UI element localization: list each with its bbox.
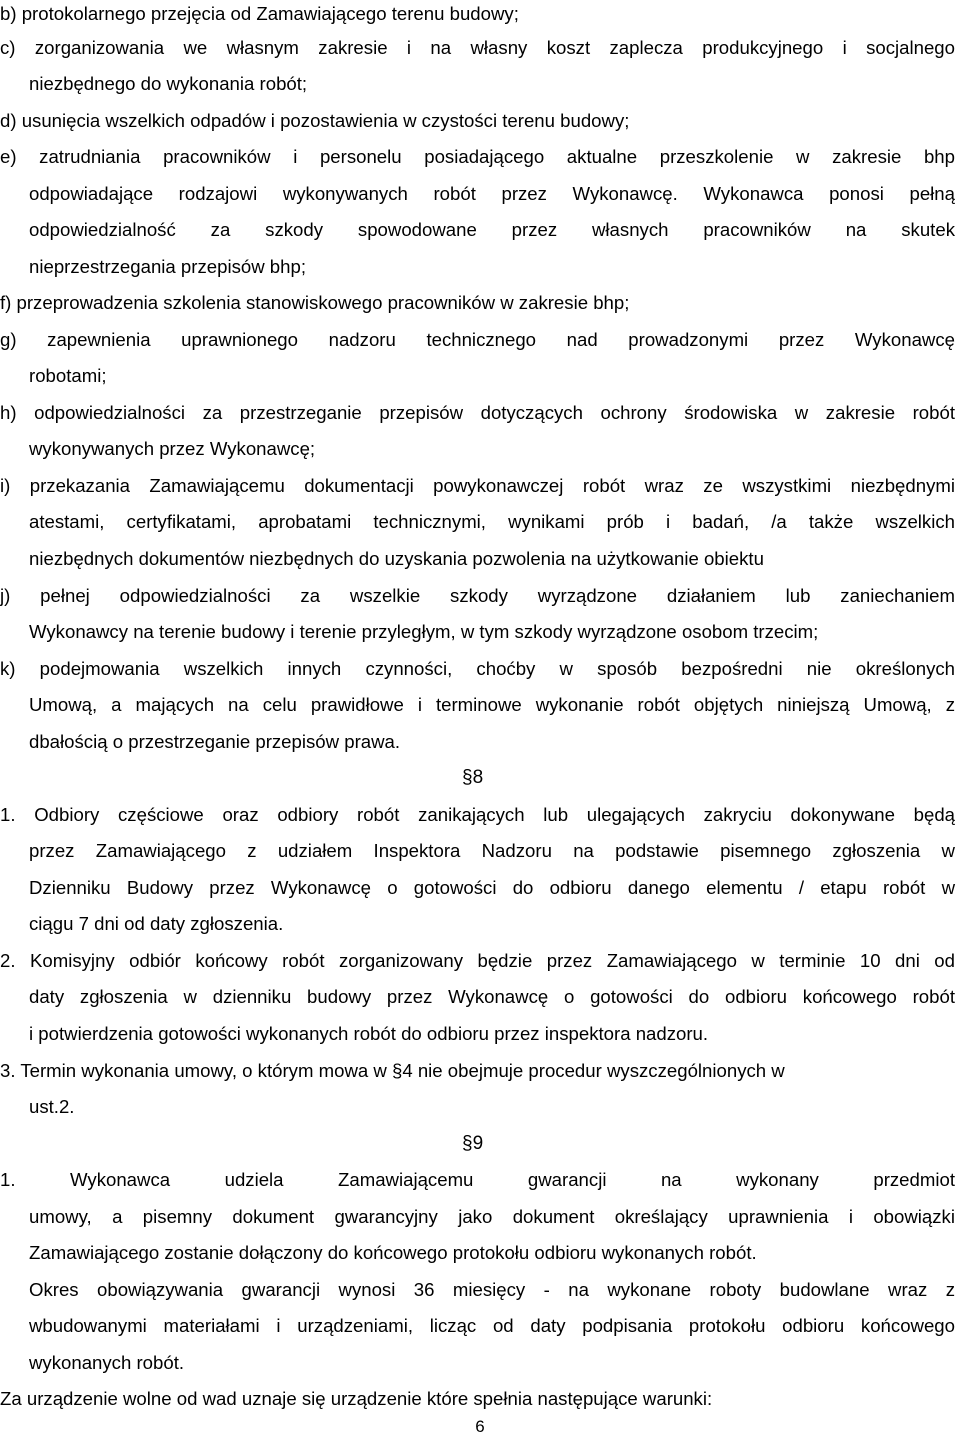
text-line: ciągu 7 dni od daty zgłoszenia.: [29, 913, 284, 934]
text-line: k) podejmowania wszelkich innych czynności, choćby w sposób bezpośredni nie określonych: [0, 658, 955, 679]
text-line: d) usunięcia wszelkich odpadów i pozostawienia w czystości terenu budowy;: [0, 110, 630, 131]
text-line: odpowiedzialność za szkody spowodowane przez własnych pracowników na skutek: [29, 219, 955, 240]
text-line: j) pełnej odpowiedzialności za wszelkie szkody wyrządzone działaniem lub zaniechaniem: [0, 585, 955, 606]
text-line: wbudowanymi materiałami i urządzeniami, licząc od daty podpisania protokołu odbioru końcowego: [29, 1315, 955, 1336]
text-line: e) zatrudniania pracowników i personelu posiadającego aktualne przeszkolenie w zakresie bhp: [0, 146, 955, 167]
page-number: 6: [475, 1417, 485, 1436]
text-line: f) przeprowadzenia szkolenia stanowiskowego pracowników w zakresie bhp;: [0, 292, 630, 313]
section-heading: §9: [462, 1133, 484, 1154]
section-heading: §8: [462, 767, 484, 788]
text-line: umowy, a pisemny dokument gwarancyjny jako dokument określający uprawnienia i obowiązki: [29, 1206, 955, 1227]
text-line: b) protokolarnego przejęcia od Zamawiającego terenu budowy;: [0, 3, 519, 24]
text-line: 1. Odbiory częściowe oraz odbiory robót zanikających lub ulegających zakryciu dokonywane będą: [0, 804, 955, 825]
text-line: c) zorganizowania we własnym zakresie i na własny koszt zaplecza produkcyjnego i socjalnego: [0, 37, 955, 58]
text-line: niezbędnych dokumentów niezbędnych do uzyskania pozwolenia na użytkowanie obiektu: [29, 548, 764, 569]
text-line: Umową, a mających na celu prawidłowe i terminowe wykonanie robót objętych niniejszą Umową, z: [29, 694, 955, 715]
text-line: wykonanych robót.: [29, 1352, 185, 1373]
text-line: i) przekazania Zamawiającemu dokumentacji powykonawczej robót wraz ze wszystkimi niezbędnymi: [0, 475, 955, 496]
text-line: g) zapewnienia uprawnionego nadzoru technicznego nad prowadzonymi przez Wykonawcę: [0, 329, 955, 350]
text-line: h) odpowiedzialności za przestrzeganie przepisów dotyczących ochrony środowiska w zakresie robót: [0, 402, 955, 423]
text-line: przez Zamawiającego z udziałem Inspektora Nadzoru na podstawie pisemnego zgłoszenia w: [29, 840, 955, 861]
text-line: niezbędnego do wykonania robót;: [29, 73, 308, 94]
text-line: wykonywanych przez Wykonawcę;: [29, 438, 316, 459]
text-line: i potwierdzenia gotowości wykonanych robót do odbioru przez inspektora nadzoru.: [29, 1023, 709, 1044]
text-line: atestami, certyfikatami, aprobatami technicznymi, wynikami prób i badań, /a także wszelkich: [29, 511, 955, 532]
text-line: 1. Wykonawca udziela Zamawiającemu gwarancji na wykonany przedmiot: [0, 1169, 955, 1190]
text-line: nieprzestrzegania przepisów bhp;: [29, 256, 306, 277]
text-line: 2. Komisyjny odbiór końcowy robót zorganizowany będzie przez Zamawiającego w terminie 10 dni od: [0, 950, 955, 971]
text-line: ust.2.: [29, 1096, 75, 1117]
text-line: Dzienniku Budowy przez Wykonawcę o gotowości do odbioru danego elementu / etapu robót w: [29, 877, 955, 898]
text-line: Wykonawcy na terenie budowy i terenie przyległym, w tym szkody wyrządzone osobom trzecim;: [29, 621, 819, 642]
text-line: Zamawiającego zostanie dołączony do końcowego protokołu odbioru wykonanych robót.: [29, 1242, 757, 1263]
text-line: odpowiadające rodzajowi wykonywanych robót przez Wykonawcę. Wykonawca ponosi pełną: [29, 183, 955, 204]
text-line: 3. Termin wykonania umowy, o którym mowa w §4 nie obejmuje procedur wyszczególnionych w: [0, 1060, 785, 1081]
text-line: Okres obowiązywania gwarancji wynosi 36 miesięcy - na wykonane roboty budowlane wraz z: [29, 1279, 955, 1300]
text-line: Za urządzenie wolne od wad uznaje się urządzenie które spełnia następujące warunki:: [0, 1388, 713, 1409]
text-line: dbałością o przestrzeganie przepisów prawa.: [29, 731, 401, 752]
text-line: robotami;: [29, 365, 107, 386]
text-line: daty zgłoszenia w dzienniku budowy przez Wykonawcę o gotowości do odbioru końcowego robót: [29, 986, 955, 1007]
